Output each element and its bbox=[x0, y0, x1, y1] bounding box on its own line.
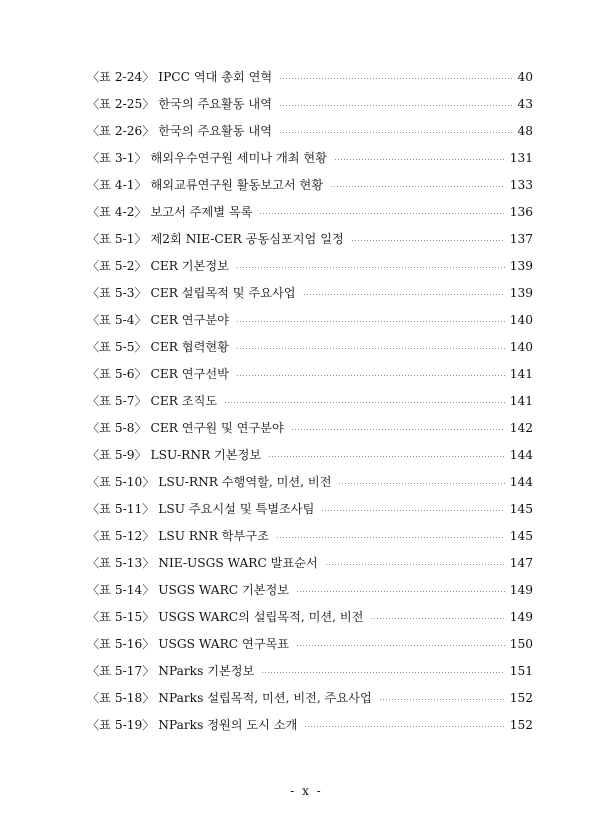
toc-entry[interactable] bbox=[87, 172, 533, 199]
toc-entry-page: 151 bbox=[509, 664, 533, 678]
toc-dot-leader bbox=[351, 240, 505, 241]
toc-entry-page: 133 bbox=[509, 178, 533, 192]
toc-dot-leader bbox=[370, 618, 504, 619]
toc-entry[interactable] bbox=[87, 631, 533, 658]
toc-entry-label: 〈표 5-16〉 USGS WARC 연구목표 bbox=[87, 637, 290, 651]
toc-entry-page: 43 bbox=[517, 97, 533, 111]
toc-entry[interactable] bbox=[87, 226, 533, 253]
toc-entry[interactable] bbox=[87, 442, 533, 469]
toc-entry-label: 〈표 5-1〉 제2회 NIE-CER 공동심포지엄 일정 bbox=[87, 232, 344, 246]
toc-dot-leader bbox=[279, 132, 513, 133]
toc-entry-label: 〈표 5-6〉 CER 연구선박 bbox=[87, 367, 229, 381]
toc-entry[interactable] bbox=[87, 199, 533, 226]
toc-entry[interactable] bbox=[87, 577, 533, 604]
toc-dot-leader bbox=[296, 645, 505, 646]
toc-dot-leader bbox=[325, 564, 505, 565]
toc-dot-leader bbox=[279, 78, 512, 79]
toc-entry-page: 152 bbox=[509, 691, 533, 705]
toc-entry-label: 〈표 5-8〉 CER 연구원 및 연구분야 bbox=[87, 421, 284, 435]
toc-entry-label: 〈표 2-24〉 IPCC 역대 총회 연혁 bbox=[87, 70, 273, 84]
toc-entry-label: 〈표 5-19〉 NParks 정원의 도시 소개 bbox=[87, 718, 298, 732]
toc-dot-leader bbox=[304, 726, 504, 727]
toc-dot-leader bbox=[261, 672, 504, 673]
toc-entry[interactable] bbox=[87, 415, 533, 442]
toc-dot-leader bbox=[259, 213, 504, 214]
toc-entry-page: 136 bbox=[509, 205, 533, 219]
toc-entry-label: 〈표 2-26〉 한국의 주요활동 내역 bbox=[87, 124, 272, 138]
toc-entry[interactable] bbox=[87, 388, 533, 415]
toc-entry-label: 〈표 2-25〉 한국의 주요활동 내역 bbox=[87, 97, 272, 111]
toc-dot-leader bbox=[236, 375, 505, 376]
toc-entry[interactable] bbox=[87, 91, 533, 118]
toc-entry[interactable] bbox=[87, 604, 533, 631]
toc-entry-label: 〈표 5-7〉 CER 조직도 bbox=[87, 394, 218, 408]
toc-entry[interactable] bbox=[87, 550, 533, 577]
toc-entry-page: 147 bbox=[509, 556, 533, 570]
toc-dot-leader bbox=[236, 267, 505, 268]
toc-entry-page: 144 bbox=[509, 448, 533, 462]
toc-dot-leader bbox=[330, 186, 505, 187]
toc-entry-page: 140 bbox=[509, 340, 533, 354]
toc-entry[interactable] bbox=[87, 253, 533, 280]
toc-dot-leader bbox=[236, 321, 505, 322]
toc-dot-leader bbox=[321, 510, 504, 511]
toc-entry-label: 〈표 4-2〉 보고서 주제별 목록 bbox=[87, 205, 253, 219]
toc-entry-page: 48 bbox=[517, 124, 533, 138]
toc-entry[interactable] bbox=[87, 280, 533, 307]
toc-entry-label: 〈표 4-1〉 해외교류연구원 활동보고서 현황 bbox=[87, 178, 324, 192]
toc-entry-label: 〈표 5-11〉 LSU 주요시설 및 특별조사팀 bbox=[87, 502, 315, 516]
toc-entry[interactable] bbox=[87, 307, 533, 334]
toc-entry-page: 131 bbox=[509, 151, 533, 165]
toc-entry-page: 137 bbox=[509, 232, 533, 246]
toc-entry-page: 141 bbox=[509, 367, 533, 381]
toc-entry-page: 141 bbox=[509, 394, 533, 408]
toc-entry[interactable] bbox=[87, 685, 533, 712]
toc-entry-page: 150 bbox=[509, 637, 533, 651]
toc-entry-label: 〈표 3-1〉 해외우수연구원 세미나 개최 현황 bbox=[87, 151, 327, 165]
toc-entry-label: 〈표 5-12〉 LSU RNR 학부구조 bbox=[87, 529, 269, 543]
toc-entry[interactable] bbox=[87, 658, 533, 685]
toc-entry[interactable] bbox=[87, 145, 533, 172]
toc-entry[interactable] bbox=[87, 118, 533, 145]
toc-entry-label: 〈표 5-15〉 USGS WARC의 설립목적, 미션, 비전 bbox=[87, 610, 364, 624]
toc-entry-page: 152 bbox=[509, 718, 533, 732]
toc-dot-leader bbox=[279, 105, 513, 106]
toc-entry[interactable] bbox=[87, 712, 533, 739]
toc-entry[interactable] bbox=[87, 64, 533, 91]
toc-entry-page: 145 bbox=[509, 529, 533, 543]
toc-entry-label: 〈표 5-3〉 CER 설립목적 및 주요사업 bbox=[87, 286, 296, 300]
toc-dot-leader bbox=[303, 294, 505, 295]
toc-entry-label: 〈표 5-4〉 CER 연구분야 bbox=[87, 313, 229, 327]
toc-entry[interactable] bbox=[87, 361, 533, 388]
toc-entry-label: 〈표 5-9〉 LSU-RNR 기본정보 bbox=[87, 448, 262, 462]
toc-entry-page: 149 bbox=[509, 583, 533, 597]
table-of-contents bbox=[87, 64, 533, 739]
toc-entry-label: 〈표 5-2〉 CER 기본정보 bbox=[87, 259, 229, 273]
toc-entry-page: 139 bbox=[509, 259, 533, 273]
toc-dot-leader bbox=[296, 591, 505, 592]
toc-dot-leader bbox=[291, 429, 505, 430]
toc-dot-leader bbox=[334, 159, 505, 160]
toc-entry[interactable] bbox=[87, 334, 533, 361]
toc-entry-label: 〈표 5-5〉 CER 협력현황 bbox=[87, 340, 229, 354]
toc-entry-page: 140 bbox=[509, 313, 533, 327]
toc-dot-leader bbox=[224, 402, 505, 403]
toc-entry-page: 149 bbox=[509, 610, 533, 624]
toc-dot-leader bbox=[338, 483, 504, 484]
toc-dot-leader bbox=[379, 699, 505, 700]
toc-entry-page: 145 bbox=[509, 502, 533, 516]
toc-entry-label: 〈표 5-10〉 LSU-RNR 수행역할, 미션, 비전 bbox=[87, 475, 332, 489]
toc-entry-label: 〈표 5-13〉 NIE-USGS WARC 발표순서 bbox=[87, 556, 318, 570]
page-number: - x - bbox=[290, 784, 323, 798]
toc-entry-page: 40 bbox=[517, 70, 533, 84]
toc-entry[interactable] bbox=[87, 523, 533, 550]
toc-entry-page: 139 bbox=[509, 286, 533, 300]
toc-entry-page: 142 bbox=[509, 421, 533, 435]
toc-entry-label: 〈표 5-18〉 NParks 설립목적, 미션, 비전, 주요사업 bbox=[87, 691, 372, 705]
toc-entry-page: 144 bbox=[509, 475, 533, 489]
toc-entry[interactable] bbox=[87, 496, 533, 523]
toc-dot-leader bbox=[276, 537, 505, 538]
toc-dot-leader bbox=[236, 348, 505, 349]
toc-dot-leader bbox=[268, 456, 505, 457]
toc-entry[interactable] bbox=[87, 469, 533, 496]
toc-entry-label: 〈표 5-17〉 NParks 기본정보 bbox=[87, 664, 255, 678]
toc-entry-label: 〈표 5-14〉 USGS WARC 기본정보 bbox=[87, 583, 290, 597]
